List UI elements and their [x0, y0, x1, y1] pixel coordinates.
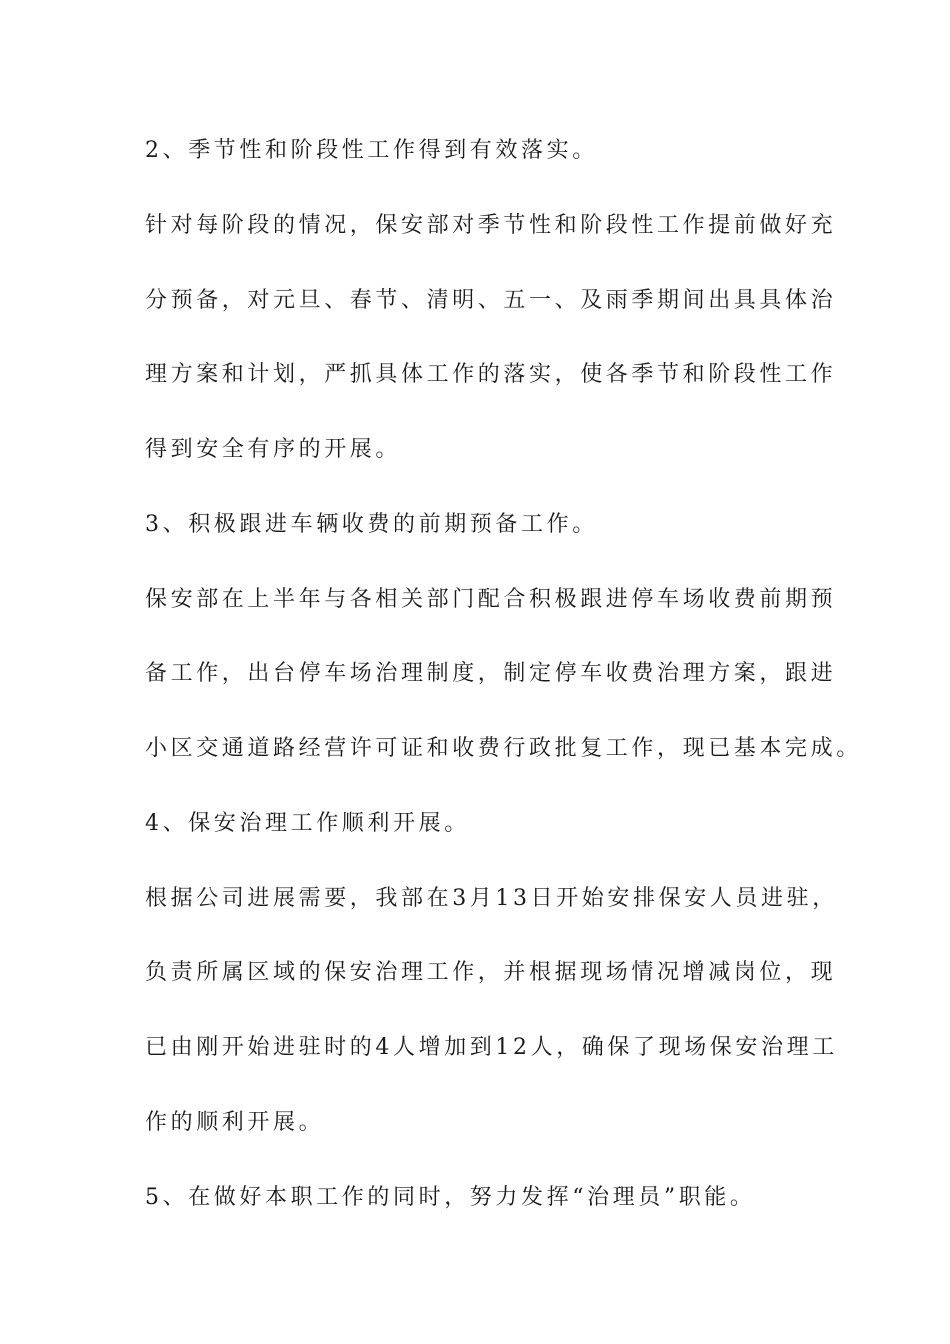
section-heading-4: 4、保安治理工作顺利开展。: [145, 811, 470, 836]
paragraph-line: 分预备，对元旦、春节、清明、五一、及雨季期间出具具体治: [145, 288, 837, 313]
paragraph-line: 保安部在上半年与各相关部门配合积极跟进停车场收费前期预: [145, 587, 837, 612]
section-heading-5: 5、在做好本职工作的同时，努力发挥“治理员”职能。: [145, 1185, 756, 1210]
paragraph-line: 已由刚开始进驻时的4人增加到12人，确保了现场保安治理工: [145, 1035, 838, 1060]
paragraph-line: 负责所属区域的保安治理工作，并根据现场情况增减岗位，现: [145, 960, 837, 985]
section-heading-3: 3、积极跟进车辆收费的前期预备工作。: [145, 512, 598, 537]
section-heading-2: 2、季节性和阶段性工作得到有效落实。: [145, 138, 598, 163]
paragraph-line: 小区交通道路经营许可证和收费行政批复工作，现已基本完成。: [145, 736, 862, 761]
paragraph-line: 作的顺利开展。: [145, 1110, 325, 1135]
paragraph-line: 得到安全有序的开展。: [145, 437, 402, 462]
paragraph-line: 理方案和计划，严抓具体工作的落实，使各季节和阶段性工作: [145, 362, 837, 387]
paragraph-line: 根据公司进展需要，我部在3月13日开始安排保安人员进驻，: [145, 886, 838, 911]
paragraph-line: 针对每阶段的情况，保安部对季节性和阶段性工作提前做好充: [145, 213, 837, 238]
paragraph-line: 备工作，出台停车场治理制度，制定停车收费治理方案，跟进: [145, 661, 837, 686]
